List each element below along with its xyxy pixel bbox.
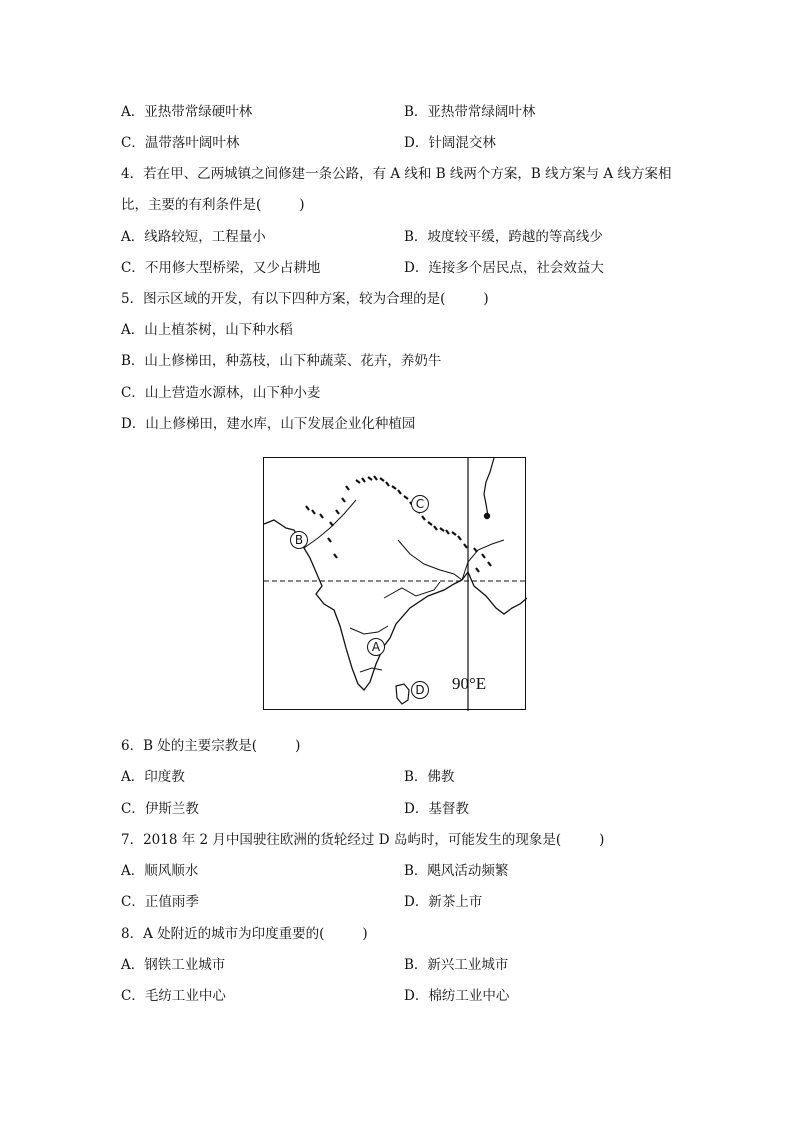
- q5-stem: [121, 290, 489, 308]
- q7-stem-text: 7．2018 年 2 月中国驶往欧洲的货轮经过 D 岛屿时，可能发生的现象是(: [121, 832, 562, 848]
- q7-stem-close: ): [599, 832, 605, 848]
- q8-options-row-2: [121, 987, 681, 1005]
- q6-option-c: C．伊斯兰教: [121, 801, 199, 817]
- q5-stem-text: 5．图示区域的开发，有以下四种方案，较为合理的是(: [121, 291, 446, 307]
- q4-option-a: A．线路较短，工程量小: [121, 229, 266, 245]
- label-c: C: [411, 495, 429, 513]
- q8-option-b: B．新兴工业城市: [404, 957, 509, 973]
- q5-option-c: C．山上营造水源林，山下种小麦: [121, 385, 321, 401]
- longitude-label: 90°E: [452, 674, 487, 693]
- q8-option-d: D．棉纺工业中心: [404, 988, 510, 1004]
- q3-option-a: A．亚热带常绿硬叶林: [121, 104, 253, 120]
- q4-options-row-1: [121, 228, 681, 246]
- q3-options-row-2: [121, 134, 681, 152]
- q5-option-d: D．山上修梯田，建水库，山下发展企业化种植园: [121, 416, 416, 432]
- q6-stem: [121, 737, 300, 755]
- q6-option-a: A．印度教: [121, 769, 185, 785]
- q4-stem-line2: [121, 196, 305, 214]
- island-sri-lanka: [396, 684, 409, 704]
- q5-stem-close: ): [483, 291, 489, 307]
- q4-option-c: C．不用修大型桥梁，又少占耕地: [121, 260, 321, 276]
- q7-option-a: A．顺风顺水: [121, 863, 199, 879]
- q4-option-b: B．坡度较平缓，跨越的等高线少: [404, 229, 603, 245]
- q4-options-row-2: [121, 259, 681, 277]
- q3-option-b: B．亚热带常绿阔叶林: [404, 104, 536, 120]
- q4-stem-close: ): [299, 197, 305, 213]
- q3-option-c: C．温带落叶阔叶林: [121, 135, 240, 151]
- q6-option-d: D．基督教: [404, 801, 469, 817]
- q5-option-a: A．山上植茶树，山下种水稻: [121, 322, 293, 338]
- q5-option-b: B．山上修梯田，种荔枝，山下种蔬菜、花卉，养奶牛: [121, 353, 442, 369]
- q8-option-a: A．钢铁工业城市: [121, 957, 226, 973]
- river-narmada: [384, 582, 440, 598]
- q3-options-row-1: [121, 103, 681, 121]
- q3-option-d: D．针阔混交林: [404, 135, 496, 151]
- label-b: B: [290, 531, 308, 549]
- q7-stem: [121, 831, 604, 849]
- q8-option-c: C．毛纺工业中心: [121, 988, 226, 1004]
- city-dot: [484, 513, 490, 519]
- q8-stem-text: 8．A 处附近的城市为印度重要的(: [121, 926, 325, 942]
- south-asia-map: [263, 457, 526, 710]
- q6-option-b: B．佛教: [404, 769, 455, 785]
- q8-stem-close: ): [362, 926, 368, 942]
- label-d: D: [411, 681, 429, 699]
- q6-options-row-2: [121, 800, 681, 818]
- map-drawing: [264, 458, 527, 711]
- q4-stem-text: 比，主要的有利条件是(: [121, 197, 262, 213]
- q7-option-d: D．新茶上市: [404, 894, 483, 910]
- q7-options-row-1: [121, 862, 681, 880]
- q4-stem-line1: 4．若在甲、乙两城镇之间修建一条公路，有 A 线和 B 线两个方案，B 线方案与 A 线方案相: [121, 166, 672, 182]
- q6-stem-close: ): [295, 738, 301, 754]
- q8-stem: [121, 925, 368, 943]
- q6-stem-text: 6．B 处的主要宗教是(: [121, 738, 258, 754]
- label-a: A: [367, 638, 385, 656]
- q7-option-c: C．正值雨季: [121, 894, 199, 910]
- q4-option-d: D．连接多个居民点，社会效益大: [404, 260, 604, 276]
- q8-options-row-1: [121, 956, 681, 974]
- q7-option-b: B．飓风活动频繁: [404, 863, 509, 879]
- coast-northeast: [484, 458, 494, 516]
- q7-options-row-2: [121, 893, 681, 911]
- river-ganges: [398, 540, 462, 580]
- river-krishna: [350, 626, 388, 634]
- q6-options-row-1: [121, 768, 681, 786]
- river-kaveri: [360, 668, 382, 672]
